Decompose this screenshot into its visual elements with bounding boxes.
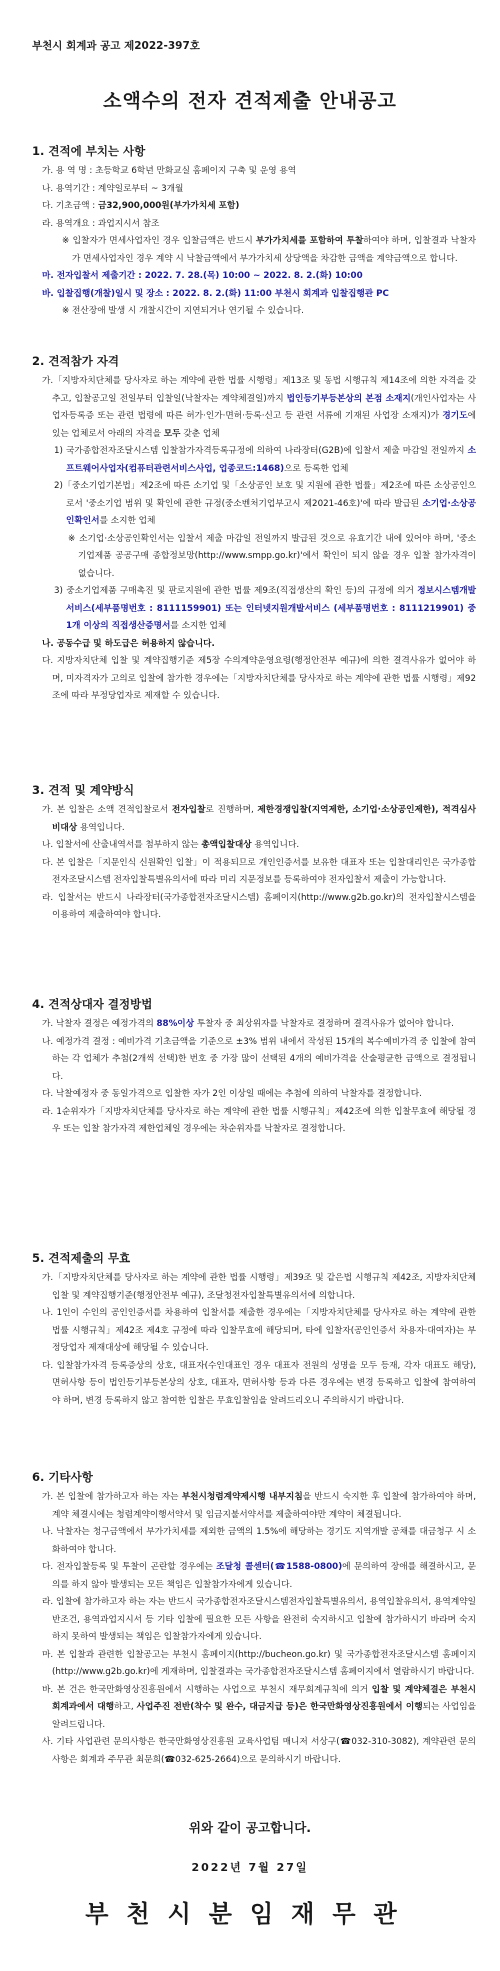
s4-item-c: 다. 낙찰예정자 중 동일가격으로 입찰한 자가 2인 이상일 때에는 추첨에 의하여 낙찰자를 결정합니다. [42, 1089, 422, 1099]
s6-c-3: 에 문의하여 장애를 해결하시고, 문의를 하지 않아 발생되는 모든 책임은 입찰참가자에게 있습니다. [52, 1562, 476, 1590]
s3-a-1: 가. 본 입찰은 소액 견적입찰로서 [42, 805, 172, 815]
section-6-heading: 6. 기타사항 [32, 1470, 93, 1484]
section-2 [32, 353, 476, 706]
s4-item-a [42, 1016, 476, 1034]
s2-item-3 [54, 583, 476, 636]
s2-item-1 [54, 443, 476, 478]
s3-item-c: 다. 본 입찰은「지문인식 신원확인 입찰」이 적용되므로 개인인증서를 보유한 대표자 또는 입찰대리인은 국가종합전자조달시스템 전자입찰특별유의서에 따라 미리 지문정보를 등록하여야 전자입찰서 제출이 가능합니다. [42, 857, 476, 885]
s5-item-b: 나. 1인이 수인의 공인인증서를 차용하여 입찰서를 제출한 경우에는「지방자치단체를 당사자로 하는 계약에 관한 법률 시행규칙」제42조 제4호 규정에 따라 입찰무효에 해당되며, 타에 입찰자(공인인증서 차용자·대여자)는 부정당업자 제재대상에 해당될 수 있습니다. [42, 1308, 476, 1353]
section-1 [32, 143, 476, 321]
s6-item-f [42, 1682, 476, 1735]
closing-statement: 위와 같이 공고합니다. [188, 1820, 312, 1835]
s1-item-c [42, 198, 476, 216]
s2-i1-2: 소프트웨어사업자(컴퓨터관련서비스사업, 업종코드:1468) [66, 446, 476, 474]
s2-a-2: 법인등기부등본상의 본점 소재지 [286, 393, 411, 404]
page-title: 소액수의 전자 견적제출 안내공고 [103, 90, 397, 112]
s1-item-c-label: 다. 기초금액 : [42, 201, 98, 211]
base-amount: 금32,900,000원(부가가치세 포함) [97, 201, 240, 211]
s3-a-2: 전자입찰 [171, 805, 206, 815]
s1-item-b: 나. 용역기간 : 계약일로부터 ~ 3개월 [42, 183, 184, 194]
s2-item-2 [54, 478, 476, 531]
s6-f-5: 되는 사업임을 알려드립니다. [52, 1702, 476, 1730]
issuer-name: 부천시분임재무관 [85, 1900, 415, 1928]
s1-note-1-c: 하여야 하며, 입찰결과 낙찰자가 면세사업자인 경우 계약 시 낙찰금액에서 부가가치세 상당액을 차감한 금액을 계약금액으로 합니다. [72, 236, 476, 264]
s6-f-4: 사업주진 전반(착수 및 완수, 대금지급 등)은 한국만화영상진흥원에서 이행 [136, 1702, 423, 1712]
s2-i3-2: 정보시스템개발서비스(세부품명번호 : 8111159901) 또는 인터넷지원개발서비스 (세부품명번호 : 8111219901) 중 1개 이상의 직접생산증명서 [66, 586, 476, 631]
s2-a-6: 모두 [163, 428, 181, 439]
s2-item-c: 다. 지방자치단체 입찰 및 계약집행기준 제5장 수의계약운영요령(행정안전부 예규)에 의한 결격사유가 없어야 하며, 미자격자가 고의로 입찰에 참가한 경우에는「지방자치단체를 당사자로 하는 계약에 관한 법률 시행령」제92조에 따라 부정당업자로 제재할 수 있습니다. [42, 656, 476, 701]
s3-item-a [42, 802, 476, 837]
s6-a-2: 부천시청렴계약제시행 내부지침 [181, 1492, 303, 1502]
s2-a-5: 에 있는 업체로서 아래의 자격을 [52, 411, 476, 439]
notice-date: 2022년 7월 27일 [191, 1861, 309, 1874]
section-4-heading: 4. 견적상대자 결정방법 [32, 997, 153, 1011]
section-2-heading: 2. 견적참가 자격 [32, 354, 120, 368]
s3-b-2: 총액입찰대상 [201, 840, 252, 850]
s1-note-1-a: ※ 입찰자가 면세사업자인 경우 입찰금액은 반드시 [62, 236, 256, 246]
s1-note-1 [62, 233, 476, 268]
s3-a-3: 로 진행하며, [205, 805, 258, 815]
s6-item-d: 라. 입찰에 참가하고자 하는 자는 반드시 국가종합전자조달시스템전자입찰특별유의서, 용역입찰유의서, 용역계약일반조건, 용역과업지시서 등 기타 입찰에 필요한 모든 사항을 완전히 숙지하시고 입찰에 참가하시기 바라며 숙지하지 못하여 발생되는 책임은 입찰참가자에게 있습니다. [42, 1597, 476, 1642]
s2-i2-3: 를 소지한 업체 [99, 516, 156, 526]
s2-a-3: (개인사업자는 사업자등록증 또는 관련 법령에 따른 허가·인가·면허·등록·신고 등 관련 서류에 기재된 사업장 소재지)가 [52, 393, 476, 421]
s4-a-1: 가. 낙찰자 결정은 예정가격의 [42, 1019, 157, 1029]
s2-i1-1: 1) 국가종합전자조달시스템 입찰참가자격등록규정에 의하여 나라장터(G2B)에 입찰서 제출 마감일 전일까지 [54, 446, 468, 456]
s3-a-5: 용역입니다. [77, 822, 125, 833]
s6-item-g: 사. 기타 사업관련 문의사항은 한국만화영상진흥원 교육사업팀 매니저 서상구(☎032-310-3082), 계약관련 문의사항은 회계과 주무관 최문희(☎032-625-2664)으로 문의하시기 바랍니다. [42, 1737, 476, 1765]
s2-i3-1: 3) 중소기업제품 구매촉진 및 판로지원에 관한 법률 제9조(직접생산의 확인 등)의 규정에 의거 [54, 586, 418, 596]
s3-item-d: 라. 입찰서는 반드시 나라장터(국가종합전자조달시스템) 홈페이지(http://www.g2b.go.kr)의 전자입찰시스템을 이용하여 제출하여야 합니다. [42, 892, 476, 920]
s2-i1-3: 으로 등록한 업체 [284, 463, 349, 474]
s1-note-1-b: 부가가치세를 포함하여 투찰 [255, 236, 364, 246]
s5-item-c: 다. 입찰참가자격 등록증상의 상호, 대표자(수인대표인 경우 대표자 전원의 성명을 모두 등재, 각자 대표도 해당), 면허사항 등이 법인등기부등본상의 상호, 대표자, 면허사항 등과 다른 경우에는 변경 등록하고 입찰에 참여하여야 하며, 변경 등록하지 않고 참여한 입찰은 무효입찰임을 알려드리오니 주의하시기 바랍니다. [42, 1360, 476, 1406]
s1-note-2: ※ 전산장애 발생 시 개찰시간이 지연되거나 연기될 수 있습니다. [62, 306, 304, 316]
section-5 [32, 1250, 476, 1410]
section-6 [32, 1469, 476, 1769]
s6-item-e: 마. 본 입찰과 관련한 입찰공고는 부천시 홈페이지(http://bucheon.go.kr) 및 국가종합전자조달시스템 홈페이지(http://www.g2b.go.kr)에 게재하며, 입찰결과는 국가종합전자조달시스템 홈페이지에서 열람하시기 바랍니다. [42, 1649, 476, 1677]
s2-item-a [42, 373, 476, 443]
s2-i2-1: 2)「중소기업기본법」제2조에 따른 소기업 및「소상공인 보호 및 지원에 관한 법률」제2조에 따른 소상공인으로서 '중소기업 범위 및 확인에 관한 규정(중소벤처기업부고시 제2021-46호)'에 따라 발급된 [54, 481, 476, 509]
s6-item-c [42, 1559, 476, 1594]
section-3 [32, 782, 476, 925]
s4-a-2: 88%이상 [156, 1019, 195, 1029]
s2-i2-2: 소기업·소상공인확인서 [66, 498, 476, 526]
s2-i3-3: 를 소지한 업체 [170, 621, 227, 631]
s3-item-b [42, 837, 476, 855]
s1-item-a: 가. 용 역 명 : 초등학교 6학년 만화교실 홈페이지 구축 및 운영 용역 [42, 166, 297, 176]
s5-item-a: 가.「지방자치단체를 당사자로 하는 계약에 관한 법률 시행령」제39조 및 같은법 시행규칙 제42조, 지방자치단체 입찰 및 계약집행기준(행정안전부 예규), 조달청전자입찰특별유의서에 의합니다. [42, 1273, 476, 1301]
s4-item-d: 라. 1순위자가「지방자치단체를 당사자로 하는 계약에 관한 법률 시행규칙」제42조에 의한 입찰무효에 해당될 경우 또는 입찰 참가자격 제한업체일 경우에는 차순위자를 낙찰자로 결정합니다. [42, 1106, 476, 1134]
s2-a-7: 갖춘 업체 [180, 428, 220, 439]
s3-a-4: 제한경쟁입찰(지역제한, 소기업·소상공인제한), 적격심사 비대상 [52, 805, 476, 833]
s6-a-1: 가. 본 입찰에 참가하고자 하는 자는 [42, 1492, 182, 1502]
s6-item-b: 나. 낙찰자는 청구금액에서 부가가치세를 제외한 금액의 1.5%에 해당하는 경기도 지역개발 공채를 대금청구 시 소화하여야 합니다. [42, 1527, 476, 1555]
section-4 [32, 996, 476, 1139]
s2-a-1: 가.「지방자치단체를 당사자로 하는 계약에 관한 법률 시행령」제13조 및 동법 시행규칙 제14조에 의한 자격을 갖추고, 입찰공고일 전일부터 입찰일(낙찰자는 계약체결일)까지 [42, 376, 476, 404]
s4-a-3: 투찰자 중 최상위자를 낙찰자로 결정하며 결격사유가 없어야 합니다. [194, 1019, 454, 1029]
s6-a-3: 을 반드시 숙지한 후 입찰에 참가하여야 하며, 계약 체결시에는 청렴계약이행서약서 및 임금지불서약서를 제출하여야만 계약이 체결됩니다. [52, 1492, 476, 1520]
s1-item-d: 라. 용역개요 : 과업지시서 참조 [42, 218, 160, 229]
s3-b-3: 용역입니다. [251, 840, 300, 850]
s2-item-2-note: ※ 소기업·소상공인확인서는 입찰서 제출 마감일 전일까지 발급된 것으로 유효기간 내에 있어야 하며, '중소기업제품 공공구매 종합정보망(http://www.smpp.go.kr)'에서 확인이 되지 않을 경우 입찰 참가자격이 없습니다. [68, 533, 476, 579]
notice-number: 부천시 회계과 공고 제2022-397호 [32, 40, 200, 52]
s6-c-1: 다. 전자입찰등록 및 투찰이 곤란할 경우에는 [42, 1562, 217, 1572]
section-1-heading: 1. 견적에 부치는 사항 [32, 144, 146, 158]
s6-f-3: 하고, [114, 1702, 137, 1712]
s6-item-a [42, 1489, 476, 1524]
bid-opening-info: 바. 입찰집행(개찰)일시 및 장소 : 2022. 8. 2.(화) 11:00 부천시 회계과 입찰집행관 PC [42, 288, 389, 299]
section-5-heading: 5. 견적제출의 무효 [32, 1251, 131, 1265]
s2-item-b: 나. 공동수급 및 하도급은 허용하지 않습니다. [42, 638, 215, 649]
s6-f-1: 바. 본 건은 한국만화영상진흥원에서 시행하는 사업으로 부천시 재무회계규칙에 의거 [42, 1684, 372, 1695]
s6-c-2: 조달청 콜센터(☎1588-0800) [216, 1562, 343, 1572]
s4-item-b: 나. 예정가격 결정 : 예비가격 기초금액을 기준으로 ±3% 범위 내에서 작성된 15개의 복수예비가격 중 입찰에 참여하는 각 업체가 추첨(2개씩 선택)한 번호 중 가장 많이 선택된 4개의 예비가격을 산술평균한 금액으로 결정됩니다. [42, 1036, 476, 1082]
s6-f-2: 입찰 및 계약체결은 부천시 회계과에서 대행 [52, 1684, 477, 1712]
bid-submission-period: 마. 전자입찰서 제출기간 : 2022. 7. 28.(목) 10:00 ~ 2022. 8. 2.(화) 10:00 [42, 271, 363, 281]
s2-a-4: 경기도 [442, 411, 468, 421]
section-3-heading: 3. 견적 및 계약방식 [32, 783, 135, 797]
s3-b-1: 나. 입찰서에 산출내역서를 첨부하지 않는 [42, 840, 202, 850]
